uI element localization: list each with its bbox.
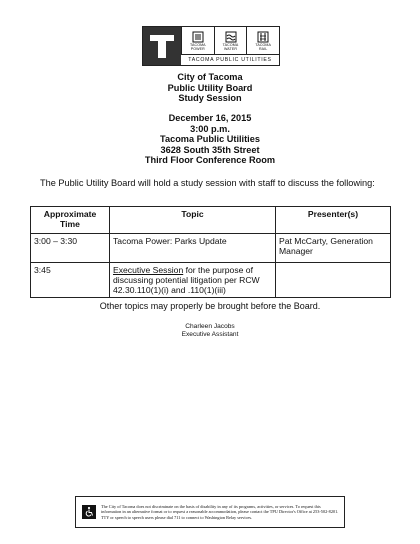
rail-icon [257,31,269,43]
table-row [31,263,391,298]
logo-unit-power [181,27,214,54]
cell-presenter: Pat McCarty, Generation Manager [276,234,391,263]
table-header-row [31,207,391,234]
meeting-block [0,113,420,166]
meeting-address: 3628 South 35th Street [160,144,260,155]
agenda-table [30,206,391,298]
title-session: Study Session [178,93,242,103]
logo-bar-text: TACOMA PUBLIC UTILITIES [188,57,272,63]
accessibility-text: The City of Tacoma does not discriminate on the basis of disability in any of its programs, activities, or services. To request this information in an alternative format or to request a reasonable accommodation, please contact the TPU Director's Office at 253-502-8201. TTY or speech to speech users please dial 711 to connect to Washington Relay services. [101,504,339,520]
logo-right [181,27,279,65]
logo-unit-rail [246,27,279,54]
cell-topic: Tacoma Power: Parks Update [110,234,276,263]
logo-unit-label: TACOMA POWER [189,42,206,51]
executive-session-label: Executive Session [113,265,184,275]
power-icon [192,31,204,43]
logo-unit-label: TACOMA WATER [222,42,239,51]
title-block [0,72,420,104]
wheelchair-glyph [83,506,95,518]
accessibility-notice [75,496,345,528]
cell-time: 3:45 [31,263,110,298]
cell-presenter [276,263,391,298]
topic-detail: for the purpose of discussing potential litigation per RCW 42.30.110(1)(i) and .110(1)(iii) [113,265,260,295]
header-presenter: Presenter(s) [276,207,391,234]
wheelchair-icon [82,505,96,519]
tpu-logo [142,26,280,66]
logo-unit-water [214,27,247,54]
signer-block [0,323,420,339]
cell-time: 3:00 – 3:30 [31,234,110,263]
header-time: Approximate Time [31,207,110,234]
t-letter-icon [147,31,177,61]
signer-title: Executive Assistant [181,331,239,338]
intro-text: The Public Utility Board will hold a study session with staff to discuss the following: [40,178,375,188]
meeting-org: Tacoma Public Utilities [160,134,260,144]
water-icon [225,31,237,43]
title-board: Public Utility Board [167,82,253,93]
other-topics-text: Other topics may properly be brought before the Board. [99,301,321,311]
meeting-time: 3:00 p.m. [190,123,230,134]
logo-t-mark [143,27,181,65]
meeting-date: December 16, 2015 [168,113,252,123]
logo-units [181,27,279,55]
title-city: City of Tacoma [177,72,243,82]
table-row [31,234,391,263]
signer-name: Charleen Jacobs [185,323,235,330]
meeting-room: Third Floor Conference Room [144,155,276,165]
header-topic: Topic [110,207,276,234]
logo-unit-label: TACOMA RAIL [255,42,272,51]
cell-topic [110,263,276,298]
